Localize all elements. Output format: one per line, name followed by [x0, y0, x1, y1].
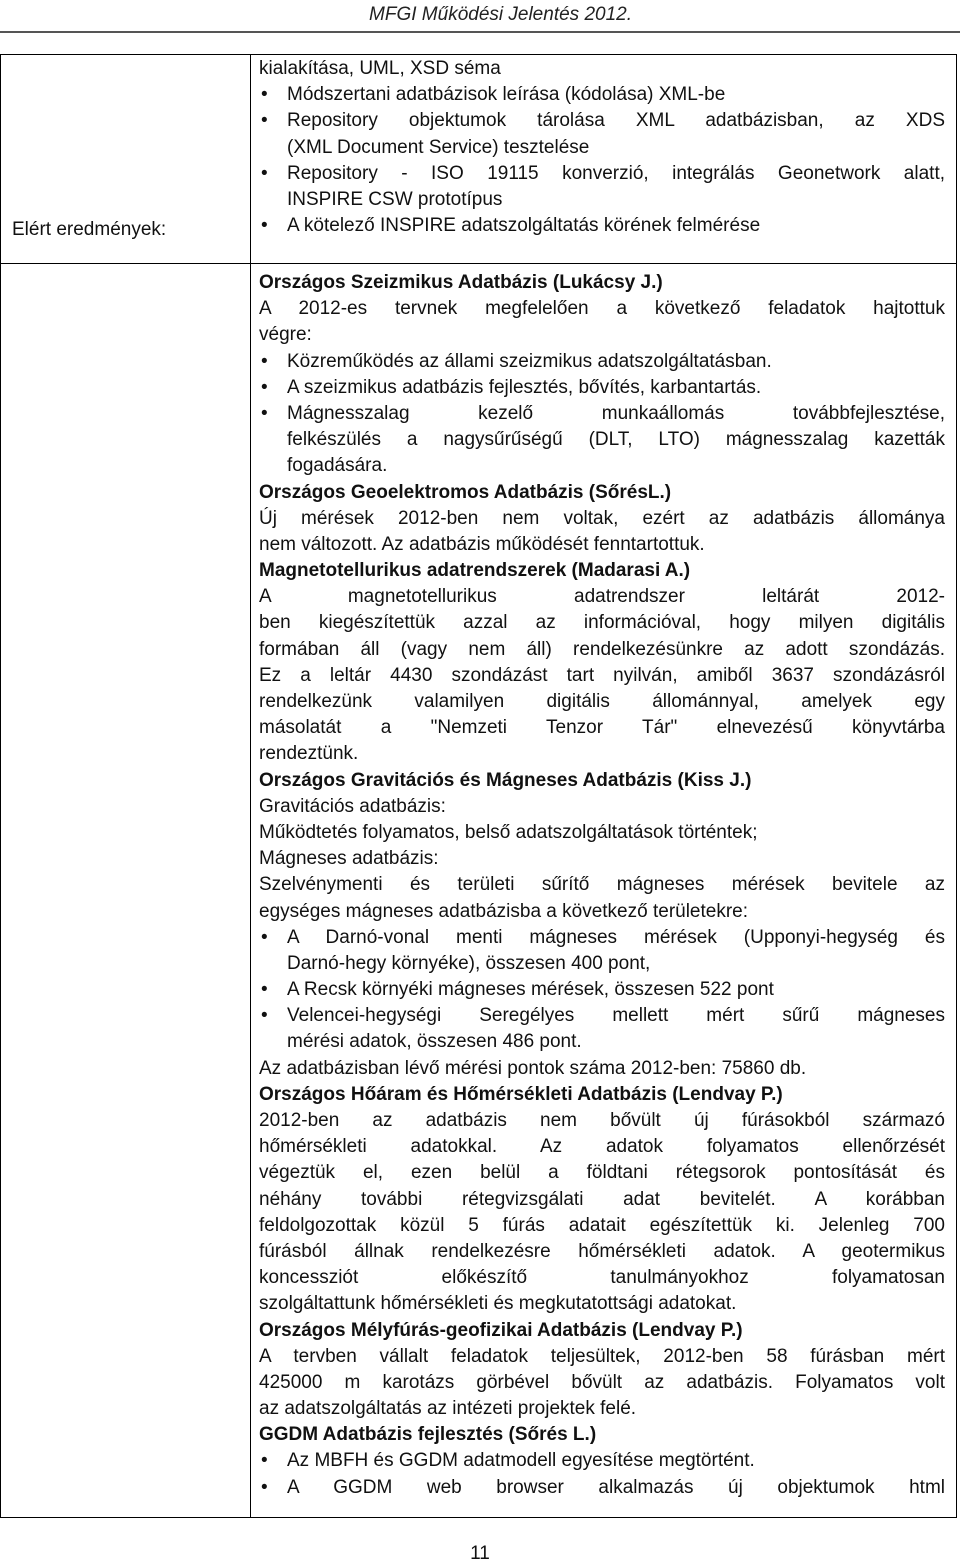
text-line: néhány további rétegvizsgálati adat bevitelét. A korábban — [259, 1188, 945, 1210]
text-line: formában áll (vagy nem áll) rendelkezésünkre az adott szondázás. — [259, 638, 945, 660]
text-line: Az adatbázisban lévő mérési pontok száma 2012-ben: 75860 db. — [259, 1057, 807, 1079]
list-item: • Módszertani adatbázisok leírása (kódolása) XML-be — [259, 82, 945, 108]
bullet-icon: • — [261, 84, 268, 106]
text-line: szolgáltattunk hőmérsékleti és megkutatottsági adatokat. — [259, 1293, 737, 1315]
text-line: Új mérések 2012-ben nem voltak, ezért az adatbázis állománya — [259, 507, 945, 529]
list-item: • A szeizmikus adatbázis fejlesztés, bővítés, karbantartás. — [259, 375, 945, 401]
text-line: nem változott. Az adatbázis működését fenntartottuk. — [259, 533, 705, 555]
list-item: • A Darnó-vonal menti mágneses mérések (Upponyi-hegység és — [259, 925, 945, 951]
text-line: végeztük el, ezen belül a földtani rétegsorok pontosítását és — [259, 1162, 945, 1184]
text-line: 2012-ben az adatbázis nem bővült új fúrásokból származó — [259, 1110, 945, 1131]
text-line: másolatát a "Nemzeti Tenzor Tár" elnevezésű könyvtárba — [259, 717, 945, 739]
results-label: Elért eredmények: — [12, 219, 167, 240]
list-item: • A GGDM web browser alkalmazás új objektumok html — [259, 1475, 945, 1501]
list-item: • A kötelező INSPIRE adatszolgáltatás körének felmérése — [259, 213, 945, 239]
bullet-icon: • — [261, 350, 268, 372]
list-item: • Az MBFH és GGDM adatmodell egyesítése megtörtént. — [259, 1448, 945, 1474]
list-item: • Mágnesszalag kezelő munkaállomás továbbfejlesztése, — [259, 401, 945, 427]
list-item: • Velencei-hegységi Seregélyes mellett mért sűrű mágneses — [259, 1003, 945, 1029]
list-item-cont: INSPIRE CSW prototípus — [287, 188, 503, 210]
text-line: kialakítása, UML, XSD séma — [259, 58, 501, 79]
list-item: • Repository - ISO 19115 konverzió, integrálás Geonetwork alatt, — [259, 161, 945, 187]
text-line: Gravitációs adatbázis: — [259, 795, 446, 817]
bullet-icon: • — [261, 1476, 268, 1498]
text-line: 425000 m karotázs görbével bővült az adatbázis. Folyamatos volt — [259, 1371, 945, 1393]
section-heading: GGDM Adatbázis fejlesztés (Sőrés L.) — [259, 1424, 597, 1446]
bullet-icon: • — [261, 110, 268, 132]
text-line: egységes mágneses adatbázisba a következő területekre: — [259, 900, 749, 922]
list-item-cont: (XML Document Service) tesztelése — [287, 136, 590, 158]
list-item: • Repository objektumok tárolása XML adatbázisban, az XDS — [259, 108, 945, 134]
text-line: Szelvénymenti és területi sűrítő mágneses mérések bevitele az — [259, 874, 945, 896]
list-item: • A Recsk környéki mágneses mérések, összesen 522 pont — [259, 977, 945, 1003]
text-line: Ez a leltár 4430 szondázást tart nyilván, amiből 3637 szondázásról — [259, 664, 945, 686]
text-line: az adatszolgáltatás az intézeti projektek felé. — [259, 1398, 637, 1420]
text-line: koncessziót előkészítő tanulmányokhoz folyamatosan — [259, 1267, 945, 1289]
page-number: 11 — [470, 1543, 490, 1564]
column-divider — [250, 55, 251, 1517]
list-item-cont: mérési adatok, összesen 486 pont. — [287, 1031, 582, 1053]
text-line: A magnetotellurikus adatrendszer leltárát 2012- — [259, 586, 945, 608]
text-line: A tervben vállalt feladatok teljesültek, 2012-ben 58 fúrásban mért — [259, 1345, 945, 1367]
bullet-icon: • — [261, 979, 268, 1001]
bullet-icon: • — [261, 376, 268, 398]
section-heading: Országos Mélyfúrás-geofizikai Adatbázis (Lendvay P.) — [259, 1319, 743, 1341]
text-line: Működtetés folyamatos, belső adatszolgáltatások történtek; — [259, 821, 758, 843]
section-heading: Országos Szeizmikus Adatbázis (Lukácsy J.) — [259, 272, 663, 293]
bullet-icon: • — [261, 926, 268, 948]
top-cell-content — [259, 56, 945, 239]
text-line: feldolgozottak közül 5 fúrás adatait egészítettük ki. Jelenleg 700 — [259, 1214, 945, 1236]
page-header — [0, 2, 960, 32]
text-line: rendeztünk. — [259, 743, 359, 765]
list-item-cont: felkészülés a nagysűrűségű (DLT, LTO) mágnesszalag kazetták — [287, 429, 945, 451]
bullet-icon: • — [261, 1450, 268, 1472]
text-line: hőmérsékleti adatokkal. Az adatok folyamatos ellenőrzését — [259, 1136, 945, 1158]
section-heading: Országos Hőáram és Hőmérsékleti Adatbázis (Lendvay P.) — [259, 1083, 783, 1105]
list-item-cont: Darnó-hegy környéke), összesen 400 pont, — [287, 952, 651, 974]
section-heading: Magnetotellurikus adatrendszerek (Madarasi A.) — [259, 560, 691, 582]
list-item: • Közreműködés az állami szeizmikus adatszolgáltatásban. — [259, 349, 945, 375]
section-heading: Országos Geoelektromos Adatbázis (SőrésL.) — [259, 481, 672, 503]
bullet-icon: • — [261, 215, 268, 237]
header-title: MFGI Működési Jelentés 2012. — [369, 4, 632, 25]
text-line: rendelkezünk valamilyen digitális állománnyal, amelyek egy — [259, 691, 945, 712]
list-item-cont: fogadására. — [287, 455, 388, 477]
text-line: ben kiegészítettük azzal az információval, hogy milyen digitális — [259, 612, 945, 634]
row-divider — [1, 263, 956, 264]
bullet-icon: • — [261, 1005, 268, 1027]
text-line: fúrásból állnak rendelkezésre hőmérsékleti adatok. A geotermikus — [259, 1240, 945, 1262]
text-line: Mágneses adatbázis: — [259, 848, 439, 870]
text-line: A 2012-es tervnek megfelelően a következő feladatok hajtottuk — [259, 298, 945, 320]
bullet-icon: • — [261, 402, 268, 424]
results-content — [259, 270, 945, 1501]
section-heading: Országos Gravitációs és Mágneses Adatbázis (Kiss J.) — [259, 769, 752, 791]
text-line: végre: — [259, 324, 312, 346]
header-rule — [0, 31, 960, 33]
bullet-icon: • — [261, 162, 268, 184]
